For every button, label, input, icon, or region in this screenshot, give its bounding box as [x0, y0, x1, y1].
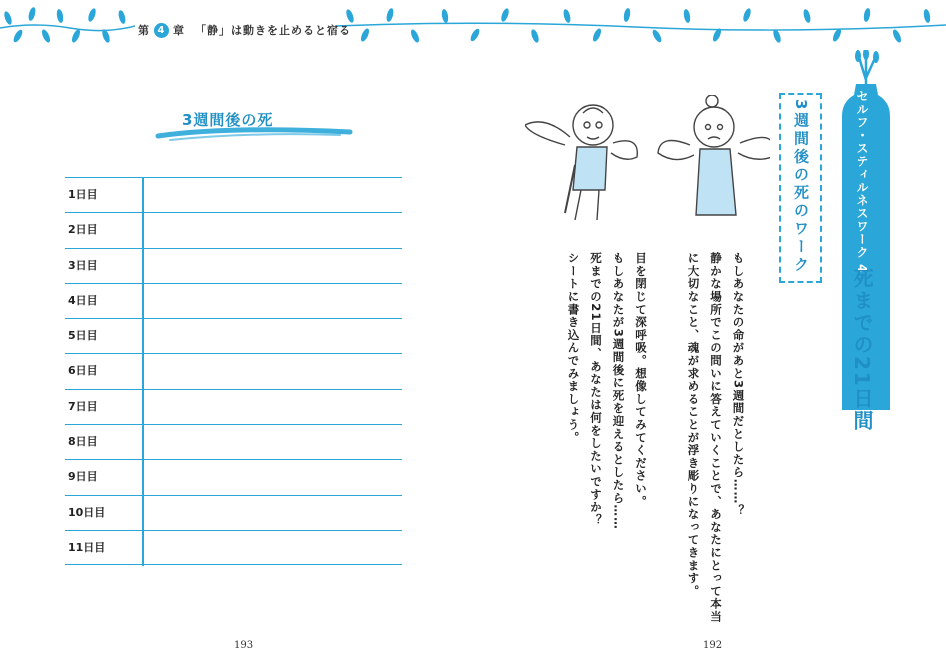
angel-illustration	[525, 95, 770, 225]
table-row[interactable]	[65, 530, 402, 565]
body-line: 目を閉じて深呼吸。想像してみてください。	[634, 252, 648, 508]
series-label: セルフ・スティルネスワーク 4	[855, 90, 869, 274]
day-label: 2日目	[68, 223, 98, 237]
day-label: 4日目	[68, 293, 98, 307]
body-line: に大切なこと、魂が求めることが浮き彫りになってきます。	[686, 252, 701, 598]
body-line: 死までの21日間、あなたは何をしたいですか？	[589, 252, 603, 527]
day-label: 8日目	[68, 435, 98, 449]
chapter-number-badge: 4	[154, 23, 169, 38]
leaf-branch-icon	[335, 0, 946, 44]
work-title: 3週間後の死のワーク	[792, 99, 810, 275]
table-row[interactable]	[65, 318, 402, 353]
body-text-paragraph-1	[682, 252, 750, 624]
day-label: 6日目	[68, 364, 98, 378]
table-column-divider	[142, 177, 144, 566]
day-label: 5日目	[68, 329, 98, 343]
day-label: 3日目	[68, 258, 98, 272]
body-line: もしあなたの命があと3週間だとしたら……？	[731, 252, 746, 518]
main-title: 死までの21日間	[850, 268, 874, 432]
angel-old-woman-illustration	[658, 95, 770, 215]
table-row[interactable]	[65, 212, 402, 247]
day-label: 11日目	[68, 540, 106, 554]
body-line: もしあなたが3週間後に死を迎えるとしたら……	[611, 252, 626, 531]
table-row[interactable]	[65, 353, 402, 388]
chapter-prefix: 第	[138, 24, 150, 37]
leaf-branch-icon	[0, 0, 135, 44]
page-number-left: 193	[234, 640, 254, 651]
chapter-suffix: 章	[173, 24, 185, 37]
chapter-title: 「静」は動きを止めると宿る	[195, 24, 351, 37]
day-label: 9日目	[68, 470, 98, 484]
page-number-right: 192	[703, 640, 723, 651]
day-label: 1日目	[68, 188, 98, 201]
body-line: シートに書き込んでみましょう。	[566, 252, 581, 444]
table-row[interactable]	[65, 495, 402, 530]
table-row[interactable]	[65, 389, 402, 424]
table-row[interactable]	[65, 283, 402, 318]
table-row[interactable]	[65, 177, 402, 212]
chapter-header	[138, 21, 351, 39]
table-row[interactable]	[65, 459, 402, 494]
day-label: 7日目	[68, 399, 98, 413]
day-label: 10日目	[68, 505, 106, 519]
table-title: 3週間後の死	[182, 111, 274, 129]
angel-old-man-illustration	[525, 105, 637, 220]
body-line: 静かな場所でこの問いに答えていくことで、あなたにとって本当	[709, 252, 723, 624]
day-table	[65, 177, 402, 565]
table-title-block	[150, 104, 355, 146]
body-text-paragraph-2	[562, 252, 652, 572]
table-row[interactable]	[65, 248, 402, 283]
table-row[interactable]	[65, 424, 402, 459]
